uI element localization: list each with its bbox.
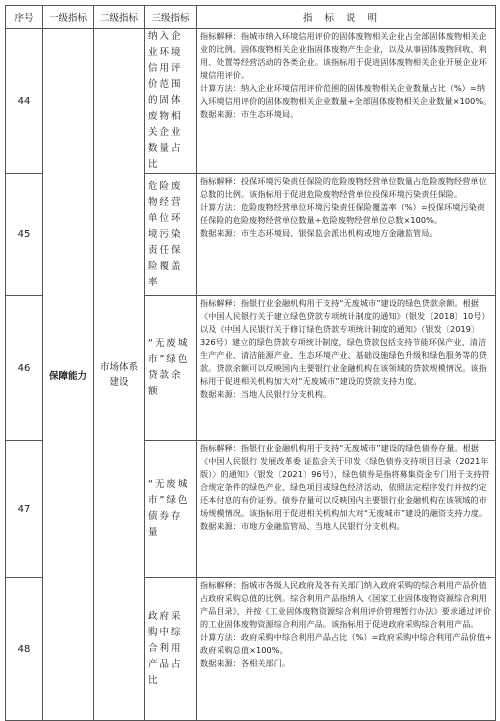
header-explain: 指标说明 [197,6,496,29]
explain-line: 数据来源：各相关部门。 [200,658,291,668]
explain-line: 数据来源：市地方金融监管局、当地人民银行分支机构。 [200,521,405,531]
row-level3: 纳入企业环境信用评价范围的固体废物相关企业数量占比 [145,29,197,174]
row-level3: “无废城市”绿色贷款余额 [145,296,197,441]
row-level3: “无废城市”绿色债券存量 [145,441,197,578]
row-explain [197,441,496,578]
header-level2: 二级指标 [94,6,145,29]
header-level1: 一级指标 [43,6,94,29]
table-header-row [6,6,496,29]
explain-line: 指标解释：指银行业金融机构用于支持“无废城市”建设的绿色债券存量。根据《中国人民银行 发展改革委 证监会关于印发〈绿色债券支持项目目录（2021年版）〉的通知》（银发〔2021〕96号），绿色债券是指将募集资金专门用于支持符合规定条件的绿色产业、绿色项目或绿色经济活动，依照法定程序发行并按约定还本付息的有价证券。债券存量可以反映国内主要银行业金融机构在该领域的市场规模情况。该指标用于促进相关机构加大对“无废城市”建设的融资支持力度。 [200,443,490,518]
explain-line: 数据来源：市生态环境局。 [200,109,299,119]
explain-line: 指标解释：指城市纳入环境信用评价的固体废物相关企业占全部固体废物相关企业的比例。固体废物相关企业指固体废物产生企业，以及从事固体废物回收、利用、处置等经营活动的各类企业。该指标用于促进固体废物相关企业开展企业环境信用评价。 [200,31,487,80]
row-seq: 44 [6,29,43,174]
explain-line: 数据来源：市生态环境局、银保监会派出机构或地方金融监管局。 [200,228,438,238]
explain-line: 指标解释：投保环境污染责任保险的危险废物经营单位数量占危险废物经营单位总数的比例。该指标用于促进危险废物经营单位投保环境污染责任保险。 [200,176,487,199]
header-seq: 序号 [6,6,43,29]
header-level3: 三级指标 [145,6,197,29]
explain-line: 计算方法：纳入企业环境信用评价范围的固体废物相关企业数量占比（%）=纳入环境信用评价的固体废物相关企业数量÷全部固体废物相关企业数量×100%。 [200,83,492,106]
row-level3: 危险废物经营单位环境污染责任保险覆盖率 [145,174,197,296]
row-seq: 48 [6,578,43,721]
table-row [6,29,496,174]
row-level3: 政府采购中综合利用产品占比 [145,578,197,721]
row-explain [197,578,496,721]
explain-line: 指标解释：指城市各级人民政府及各有关部门纳入政府采购的综合利用产品价值占政府采购总值的比例。综合利用产品指纳入《国家工业固体废物资源综合利用产品目录》，并按《工业固体废物资源综合利用评价管理暂行办法》要求通过评价的工业固体废物资源综合利用产品。该指标用于促进政府采购综合利用产品。 [200,580,491,629]
row-explain [197,296,496,441]
row-seq: 45 [6,174,43,296]
explain-line: 数据来源：当地人民银行分支机构。 [200,389,332,399]
row-seq: 46 [6,296,43,441]
level1-cell: 保障能力 [43,29,94,721]
explain-line: 指标解释：指银行业金融机构用于支持“无废城市”建设的绿色贷款余额。根据《中国人民银行关于建立绿色贷款专项统计制度的通知》（银发〔2018〕10号）以及《中国人民银行关于修订绿色贷款专项统计制度的通知》（银发〔2019〕326号）建立的绿色贷款专项统计制度，绿色贷款包括支持节能环保产业、清洁生产产业、清洁能源产业、生态环境产业、基础设施绿色升级和绿色服务等的贷款。贷款余额可以反映国内主要银行业金融机构在该领域的贷款规模情况。该指标用于促进相关机构加大对“无废城市”建设的贷款支持力度。 [200,298,490,386]
explain-line: 计算方法：政府采购中综合利用产品占比（%）=政府采购中综合利用产品价值÷政府采购总值×100%。 [200,632,492,655]
row-explain [197,174,496,296]
explain-line: 计算方法：危险废物经营单位环境污染责任保险覆盖率（%）=投保环境污染责任保险的危险废物经营单位数量÷危险废物经营单位总数×100%。 [200,202,486,225]
row-seq: 47 [6,441,43,578]
row-explain [197,29,496,174]
indicator-table [5,5,496,721]
level2-cell: 市场体系建设 [94,29,145,721]
